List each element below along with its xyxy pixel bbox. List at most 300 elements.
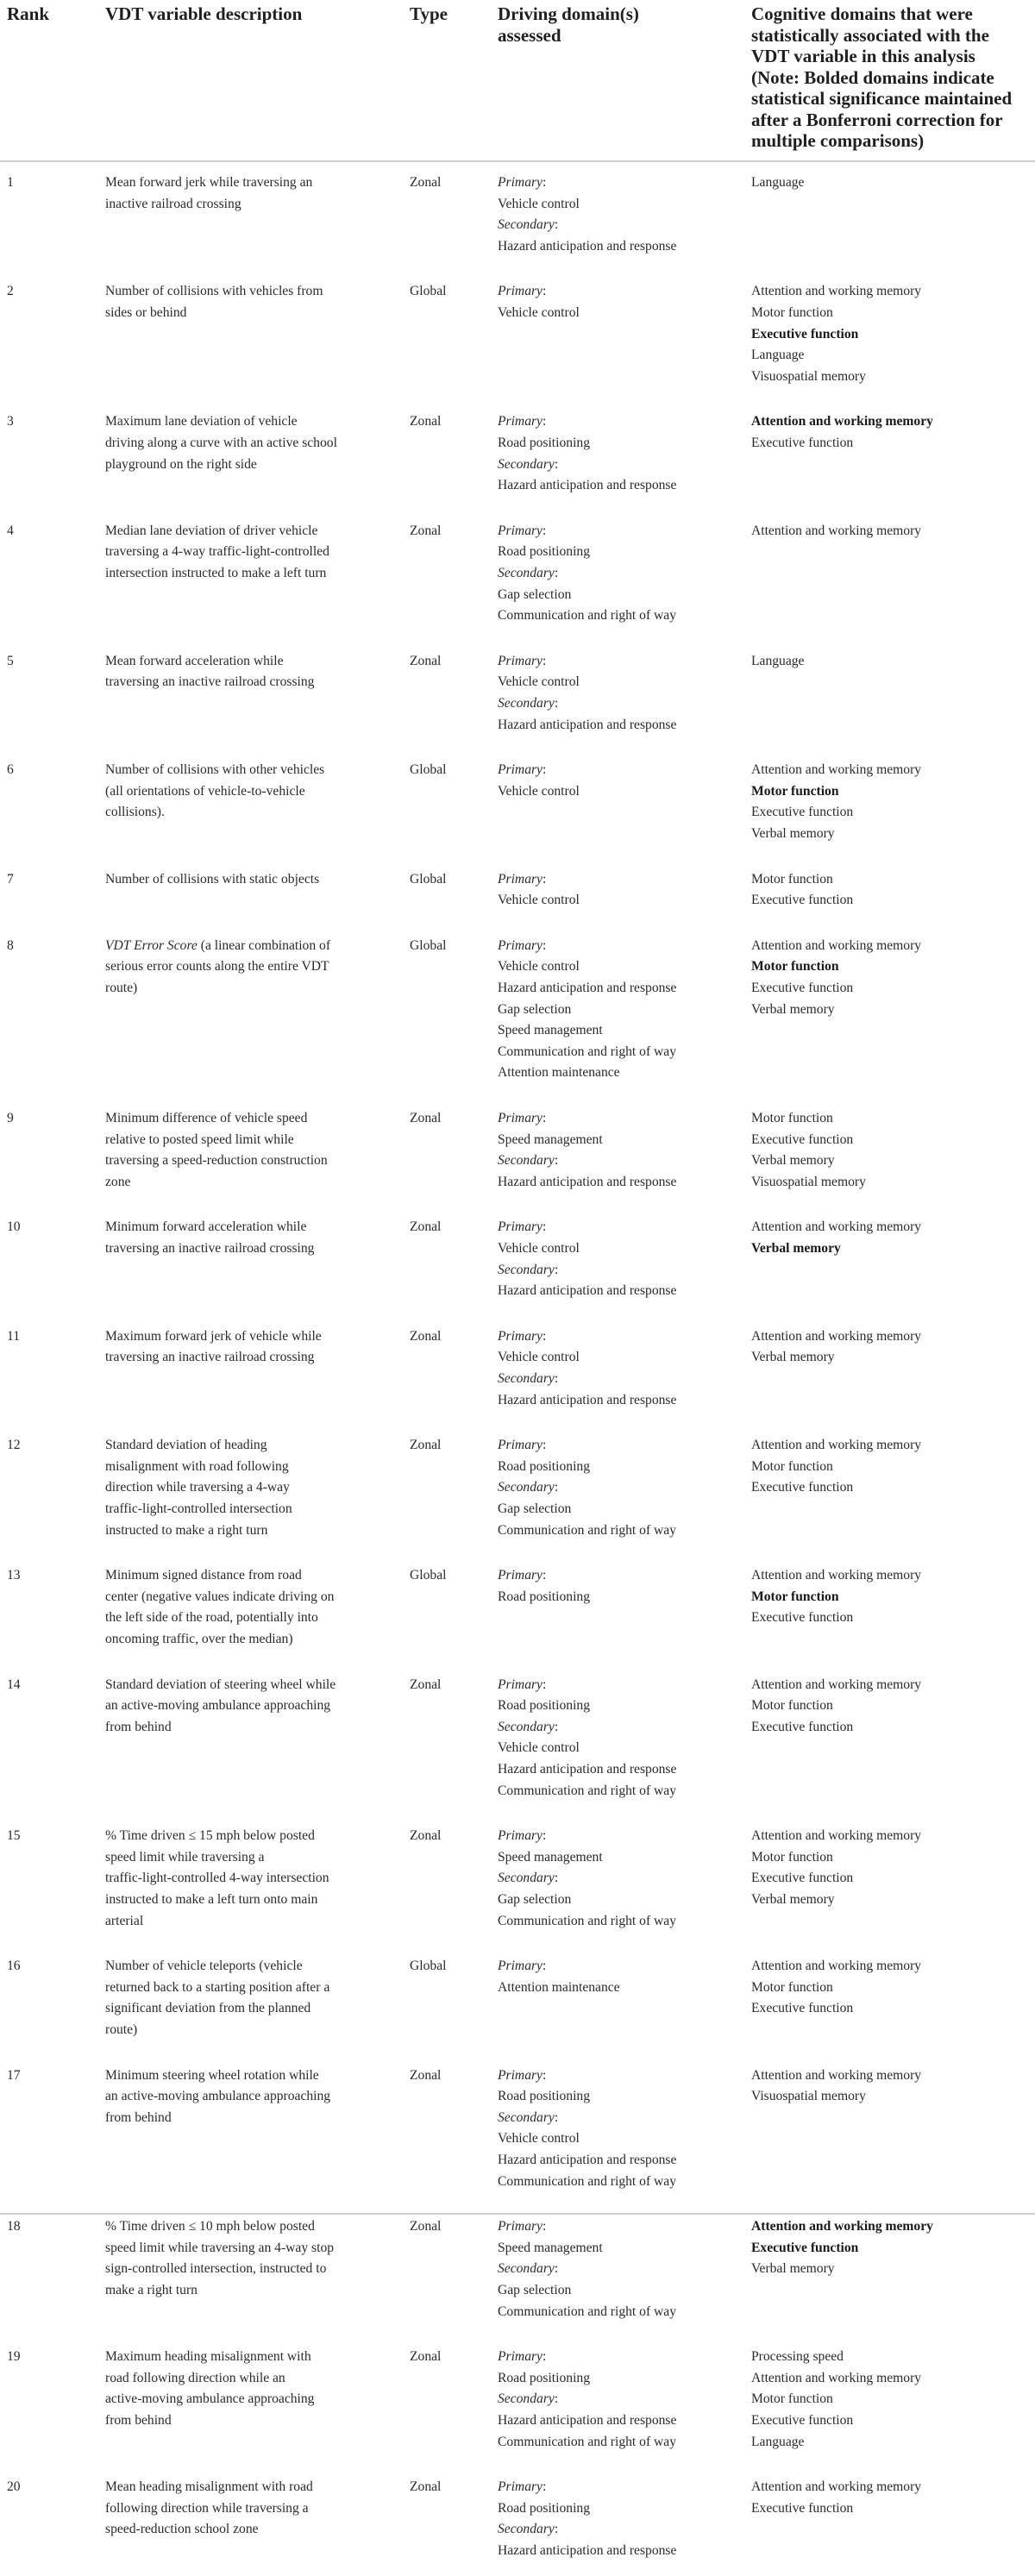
cognitive-domain: Executive function [751, 893, 854, 908]
primary-label-text: Primary [498, 2219, 543, 2234]
cognitive-domain: Verbal memory [751, 1001, 835, 1017]
table-row [0, 511, 1035, 641]
description-line: traffic-light-controlled 4-way intersection [105, 1871, 329, 1886]
table-row [0, 2055, 1035, 2207]
primary-label: Primary: [498, 1438, 547, 1453]
secondary-label: Secondary: [498, 1262, 559, 1277]
rank-cell: 8 [7, 937, 14, 953]
type-cell: Zonal [410, 414, 442, 429]
cognitive-domains-cell [751, 760, 1035, 844]
cognitive-header-line: Cognitive domains that were [751, 3, 973, 24]
table-row [0, 1555, 1035, 1664]
cognitive-domain: Verbal memory [751, 1891, 835, 1907]
driving-domains-cell [498, 2065, 748, 2193]
cognitive-domain-significant: Verbal memory [751, 1240, 841, 1256]
description-line: sign-controlled intersection, instructed to [105, 2261, 327, 2277]
secondary-domain: Hazard anticipation and response [498, 2152, 677, 2167]
description-cell [105, 651, 380, 693]
primary-domain: Vehicle control [498, 959, 580, 975]
rank-cell: 7 [7, 871, 14, 887]
description-line: intersection instructed to make a left turn [105, 565, 327, 580]
secondary-domain: Gap selection [498, 586, 572, 602]
cognitive-header-line: VDT variable in this analysis [751, 46, 975, 66]
rank-cell: 13 [7, 1568, 21, 1583]
secondary-domain: Communication and right of way [498, 2303, 677, 2319]
cognitive-domain: Attention and working memory [751, 284, 922, 299]
cognitive-domain: Language [751, 2434, 805, 2449]
cognitive-domain: Attention and working memory [751, 1219, 922, 1235]
table-row [0, 271, 1035, 401]
description-line: Standard deviation of steering wheel while [105, 1677, 336, 1692]
driving-domains-cell [498, 2216, 748, 2322]
type-cell: Zonal [410, 1328, 442, 1344]
cognitive-header-line: statistical significance maintained [751, 88, 1013, 109]
description-line: road following direction while an [105, 2370, 285, 2385]
cognitive-domain: Visuospatial memory [751, 1174, 866, 1189]
driving-header-line: Driving domain(s) [498, 3, 639, 24]
description-line: driving along a curve with an active school [105, 435, 337, 450]
description-line: an active-moving ambulance approaching [105, 1698, 331, 1714]
description-line: Minimum difference of vehicle speed [105, 1111, 308, 1125]
type-cell: Zonal [410, 2219, 442, 2234]
cognitive-domains-cell [751, 1826, 1035, 1910]
driving-domains-cell [498, 1326, 748, 1411]
cognitive-domains-cell [751, 1217, 1035, 1259]
rank-cell: 15 [7, 1828, 21, 1844]
table-row [0, 2206, 1035, 2336]
description-line: playground on the right side [105, 456, 257, 472]
description-cell [105, 1435, 380, 1541]
cognitive-domain: Motor function [751, 1849, 833, 1865]
primary-label: Primary: [498, 1568, 547, 1583]
primary-label-text: Primary [498, 1677, 543, 1692]
cognitive-domains-cell [751, 411, 1035, 454]
secondary-label-text: Secondary [498, 1370, 555, 1386]
cognitive-domain: Executive function [751, 1610, 854, 1626]
description-cell [105, 760, 380, 824]
cognitive-domain-significant: Executive function [751, 2240, 859, 2255]
cognitive-domain: Motor function [751, 1111, 833, 1125]
cognitive-domain-significant: Attention and working memory [751, 414, 933, 429]
cognitive-domains-cell [751, 1435, 1035, 1499]
cognitive-domain: Verbal memory [751, 1350, 835, 1365]
secondary-domain: Hazard anticipation and response [498, 1761, 677, 1777]
secondary-domain: Vehicle control [498, 1740, 580, 1756]
cognitive-domain: Executive function [751, 2412, 854, 2428]
primary-domain: Road positioning [498, 435, 590, 450]
primary-label-text: Primary [498, 1568, 543, 1583]
cognitive-domain: Attention and working memory [751, 762, 922, 778]
cognitive-domains-cell [751, 651, 1035, 673]
secondary-domain: Communication and right of way [498, 2173, 677, 2189]
primary-label: Primary: [498, 523, 547, 538]
cognitive-domain-significant: Executive function [751, 326, 859, 342]
description-line: oncoming traffic, over the median) [105, 1631, 293, 1646]
cognitive-domain: Attention and working memory [751, 2370, 922, 2385]
rank-cell: 2 [7, 284, 14, 299]
driving-domains-cell [498, 281, 748, 323]
driving-domains-cell [498, 411, 748, 496]
rank-cell: 17 [7, 2067, 21, 2083]
description-cell [105, 172, 380, 215]
primary-label-text: Primary [498, 523, 543, 538]
table-row [0, 1946, 1035, 2054]
primary-label: Primary: [498, 871, 547, 887]
cognitive-domains-cell [751, 1956, 1035, 2020]
type-cell: Zonal [410, 1111, 442, 1125]
description-line: (all orientations of vehicle-to-vehicle [105, 783, 305, 799]
cognitive-domains-cell [751, 2065, 1035, 2108]
description-line: misalignment with road following [105, 1458, 289, 1474]
description-line: % Time driven ≤ 15 mph below posted [105, 1828, 315, 1844]
cognitive-domain: Executive function [751, 1871, 854, 1886]
primary-domain: Vehicle control [498, 1240, 580, 1256]
description-line: zone [105, 1174, 131, 1189]
description-line: relative to posted speed limit while [105, 1131, 294, 1147]
primary-domain: Attention maintenance [498, 1979, 620, 1995]
table-row [0, 1664, 1035, 1816]
primary-domain: Attention maintenance [498, 1065, 620, 1081]
primary-domain: Hazard anticipation and response [498, 980, 677, 995]
description-line: make a right turn [105, 2282, 198, 2297]
description-line: direction while traversing a 4-way [105, 1480, 290, 1495]
primary-label-text: Primary [498, 1328, 543, 1344]
type-cell: Zonal [410, 1438, 442, 1453]
rank-cell: 14 [7, 1677, 21, 1692]
secondary-domain: Hazard anticipation and response [498, 238, 677, 254]
description-line: Number of vehicle teleports (vehicle [105, 1959, 303, 1974]
secondary-domain: Communication and right of way [498, 1522, 677, 1538]
bottom-rule [0, 2213, 1035, 2215]
cognitive-header-line: statistically associated with the [751, 24, 989, 46]
description-line: Median lane deviation of driver vehicle [105, 523, 318, 538]
cognitive-domains-cell [751, 2347, 1035, 2453]
table-row [0, 2466, 1035, 2575]
type-cell: Global [410, 762, 447, 778]
cognitive-domain: Visuospatial memory [751, 2089, 866, 2104]
primary-label-text: Primary [498, 653, 543, 668]
primary-label: Primary: [498, 1677, 547, 1692]
primary-label-text: Primary [498, 937, 543, 953]
description-line: speed limit while traversing a [105, 1849, 265, 1865]
primary-domain: Vehicle control [498, 674, 580, 690]
description-cell [105, 1565, 380, 1650]
description-cell [105, 1956, 380, 2040]
description-line: returned back to a starting position after a [105, 1979, 330, 1995]
primary-domain: Speed management [498, 1131, 603, 1147]
secondary-label: Secondary: [498, 2522, 559, 2537]
cognitive-domain-significant: Motor function [751, 959, 839, 975]
driving-domains-cell [498, 1675, 748, 1802]
type-cell: Zonal [410, 2479, 442, 2495]
description-line: traversing a speed-reduction construction [105, 1153, 328, 1169]
cognitive-domains-cell [751, 936, 1035, 1020]
cognitive-domain: Verbal memory [751, 2261, 835, 2277]
secondary-label-text: Secondary [498, 2391, 555, 2407]
secondary-label-text: Secondary [498, 2261, 555, 2277]
description-line: Maximum lane deviation of vehicle [105, 414, 298, 429]
rank-cell: 20 [7, 2479, 21, 2495]
driving-domains-cell [498, 1826, 748, 1932]
description-line: speed-reduction school zone [105, 2522, 259, 2537]
description-line: Mean forward acceleration while [105, 653, 284, 668]
table-header [0, 0, 1035, 162]
primary-label-text: Primary [498, 2349, 543, 2365]
rank-cell: 16 [7, 1959, 21, 1974]
driving-domains-cell [498, 936, 748, 1084]
cognitive-domains-cell [751, 2477, 1035, 2519]
primary-domain: Communication and right of way [498, 1044, 677, 1059]
secondary-domain: Hazard anticipation and response [498, 717, 677, 732]
table-row [0, 162, 1035, 271]
cognitive-header-line: after a Bonferroni correction for [751, 109, 1003, 130]
primary-label: Primary: [498, 1111, 547, 1125]
cognitive-domain-significant: Motor function [751, 1589, 839, 1604]
description-line: Mean heading misalignment with road [105, 2479, 313, 2495]
primary-label: Primary: [498, 1828, 547, 1844]
cognitive-header-line: multiple comparisons) [751, 130, 925, 151]
rank-cell: 18 [7, 2219, 21, 2234]
cognitive-domain: Verbal memory [751, 1153, 835, 1169]
secondary-label: Secondary: [498, 1719, 559, 1734]
description-line: from behind [105, 2109, 172, 2125]
primary-domain: Vehicle control [498, 893, 580, 908]
cognitive-domains-cell [751, 172, 1035, 194]
description-line: traversing a 4-way traffic-light-controlled [105, 544, 329, 560]
description-line: instructed to make a right turn [105, 1522, 268, 1538]
cognitive-domain: Executive function [751, 1719, 854, 1734]
secondary-label-text: Secondary [498, 1871, 555, 1886]
description-line: Minimum forward acceleration while [105, 1219, 307, 1235]
cognitive-domain: Executive function [751, 1131, 854, 1147]
cognitive-domain: Attention and working memory [751, 1677, 922, 1692]
description-line: instructed to make a left turn onto main [105, 1891, 318, 1907]
cognitive-domain: Language [751, 175, 805, 190]
cognitive-domain: Language [751, 653, 805, 668]
cognitive-domains-cell [751, 2216, 1035, 2280]
description-line: route) [105, 980, 138, 995]
secondary-domain: Vehicle control [498, 2131, 580, 2147]
primary-label-text: Primary [498, 2067, 543, 2083]
col-cognitive-domains-header [751, 3, 1012, 152]
primary-label: Primary: [498, 937, 547, 953]
description-line: significant deviation from the planned [105, 2001, 311, 2016]
primary-label-text: Primary [498, 871, 543, 887]
cognitive-domain: Attention and working memory [751, 2067, 922, 2083]
type-cell: Zonal [410, 2067, 442, 2083]
cognitive-domains-cell [751, 1675, 1035, 1739]
cognitive-domain: Motor function [751, 1458, 833, 1474]
type-cell: Zonal [410, 653, 442, 668]
description-line [105, 936, 380, 957]
secondary-domain: Gap selection [498, 1891, 572, 1907]
table-row [0, 1207, 1035, 1315]
driving-domains-cell [498, 1565, 748, 1608]
rank-cell: 6 [7, 762, 14, 778]
cognitive-domain: Attention and working memory [751, 937, 922, 953]
primary-domain: Road positioning [498, 2500, 590, 2516]
primary-label: Primary: [498, 762, 547, 778]
type-cell: Global [410, 871, 447, 887]
secondary-label: Secondary: [498, 2109, 559, 2125]
rank-cell: 9 [7, 1111, 14, 1125]
description-cell [105, 936, 380, 1000]
rank-cell: 5 [7, 653, 14, 668]
secondary-domain: Communication and right of way [498, 608, 677, 624]
description-emphasis: VDT Error Score [105, 937, 198, 953]
col-type-header: Type [410, 3, 448, 24]
rank-cell: 12 [7, 1438, 21, 1453]
primary-domain: Road positioning [498, 1458, 590, 1474]
secondary-domain: Hazard anticipation and response [498, 2412, 677, 2428]
secondary-domain: Hazard anticipation and response [498, 1174, 677, 1189]
primary-label: Primary: [498, 175, 547, 190]
cognitive-domain: Executive function [751, 435, 854, 450]
secondary-domain: Hazard anticipation and response [498, 478, 677, 493]
rank-cell: 3 [7, 414, 14, 429]
cognitive-domain: Attention and working memory [751, 1328, 922, 1344]
secondary-domain: Hazard anticipation and response [498, 2542, 677, 2558]
description-line: from behind [105, 1719, 172, 1734]
secondary-label: Secondary: [498, 456, 559, 472]
primary-label: Primary: [498, 2349, 547, 2365]
cognitive-domain: Motor function [751, 2391, 833, 2407]
table-row [0, 925, 1035, 1098]
cognitive-domain-significant: Attention and working memory [751, 2219, 933, 2234]
primary-domain: Vehicle control [498, 1350, 580, 1365]
secondary-label: Secondary: [498, 1153, 559, 1169]
primary-domain: Road positioning [498, 1589, 590, 1604]
description-line: traffic-light-controlled intersection [105, 1501, 292, 1516]
secondary-label-text: Secondary [498, 1262, 555, 1277]
table-row [0, 1815, 1035, 1946]
driving-domains-cell [498, 521, 748, 627]
description-line: traversing an inactive railroad crossing [105, 1240, 315, 1256]
table-row [0, 1316, 1035, 1425]
description-cell [105, 281, 380, 323]
driving-header-line: assessed [498, 24, 561, 46]
driving-domains-cell [498, 1956, 748, 1998]
description-cell [105, 1108, 380, 1193]
description-line: sides or behind [105, 304, 187, 320]
cognitive-domain: Attention and working memory [751, 1568, 922, 1583]
cognitive-domain: Attention and working memory [751, 523, 922, 538]
secondary-domain: Communication and right of way [498, 1913, 677, 1928]
primary-label: Primary: [498, 2479, 547, 2495]
table-row [0, 749, 1035, 858]
secondary-label-text: Secondary [498, 2109, 555, 2125]
secondary-domain: Communication and right of way [498, 2434, 677, 2449]
secondary-domain: Gap selection [498, 2282, 572, 2297]
secondary-label: Secondary: [498, 565, 559, 580]
cognitive-domain: Executive function [751, 1480, 854, 1495]
primary-label-text: Primary [498, 1828, 543, 1844]
type-cell: Zonal [410, 523, 442, 538]
cognitive-domain: Executive function [751, 2001, 854, 2016]
primary-label: Primary: [498, 414, 547, 429]
primary-label: Primary: [498, 284, 547, 299]
description-line: collisions). [105, 805, 165, 820]
cognitive-domains-cell [751, 1565, 1035, 1629]
description-line: center (negative values indicate driving on [105, 1589, 335, 1604]
type-cell: Zonal [410, 175, 442, 190]
description-line: traversing an inactive railroad crossing [105, 1350, 315, 1365]
secondary-label-text: Secondary [498, 1153, 555, 1169]
type-cell: Zonal [410, 1828, 442, 1844]
description-cell [105, 521, 380, 585]
secondary-label-text: Secondary [498, 1719, 555, 1734]
secondary-label-text: Secondary [498, 2522, 555, 2537]
primary-label: Primary: [498, 653, 547, 668]
description-line: Number of collisions with static objects [105, 871, 320, 887]
driving-domains-cell [498, 2347, 748, 2453]
cognitive-domain: Attention and working memory [751, 1828, 922, 1844]
secondary-label-text: Secondary [498, 456, 555, 472]
description-line: arterial [105, 1913, 144, 1928]
description-line: Minimum signed distance from road [105, 1568, 302, 1583]
primary-domain: Road positioning [498, 1698, 590, 1714]
primary-label: Primary: [498, 2219, 547, 2234]
description-cell [105, 411, 380, 475]
secondary-domain: Gap selection [498, 1501, 572, 1516]
description-line: Number of collisions with other vehicles [105, 762, 325, 778]
primary-domain: Gap selection [498, 1001, 572, 1017]
description-cell [105, 2216, 380, 2301]
driving-domains-cell [498, 172, 748, 257]
col-rank-header: Rank [7, 3, 50, 24]
secondary-label-text: Secondary [498, 1480, 555, 1495]
cognitive-header-line: (Note: Bolded domains indicate [751, 66, 994, 88]
description-line: speed limit while traversing an 4-way stop [105, 2240, 335, 2255]
cognitive-domain: Visuospatial memory [751, 368, 866, 384]
description-cell [105, 1326, 380, 1369]
primary-label: Primary: [498, 1959, 547, 1974]
description-cell [105, 1217, 380, 1259]
cognitive-domain: Motor function [751, 1698, 833, 1714]
cognitive-domains-cell [751, 521, 1035, 542]
secondary-label-text: Secondary [498, 695, 555, 711]
description-cell [105, 2477, 380, 2541]
cognitive-domains-cell [751, 1326, 1035, 1369]
cognitive-domain: Motor function [751, 1979, 833, 1995]
description-line: Minimum steering wheel rotation while [105, 2067, 319, 2083]
description-line: following direction while traversing a [105, 2500, 309, 2516]
primary-label-text: Primary [498, 284, 543, 299]
description-cell [105, 1826, 380, 1932]
cognitive-domains-cell [751, 1108, 1035, 1193]
description-line: active-moving ambulance approaching [105, 2391, 315, 2407]
secondary-domain: Hazard anticipation and response [498, 1283, 677, 1299]
description-cell [105, 869, 380, 891]
secondary-label: Secondary: [498, 2391, 559, 2407]
secondary-label: Secondary: [498, 695, 559, 711]
description-line: Mean forward jerk while traversing an [105, 175, 313, 190]
description-line: Maximum forward jerk of vehicle while [105, 1328, 322, 1344]
primary-label-text: Primary [498, 1219, 543, 1235]
type-cell: Global [410, 1959, 447, 1974]
description-line: serious error counts along the entire VDT [105, 959, 329, 975]
primary-domain: Road positioning [498, 2089, 590, 2104]
secondary-label-text: Secondary [498, 217, 555, 233]
type-cell: Zonal [410, 1219, 442, 1235]
primary-label-text: Primary [498, 1959, 543, 1974]
description-line: traversing an inactive railroad crossing [105, 674, 315, 690]
primary-label-text: Primary [498, 1438, 543, 1453]
driving-domains-cell [498, 1435, 748, 1541]
description-line: the left side of the road, potentially into [105, 1610, 318, 1626]
table-row [0, 1425, 1035, 1555]
primary-label: Primary: [498, 2067, 547, 2083]
